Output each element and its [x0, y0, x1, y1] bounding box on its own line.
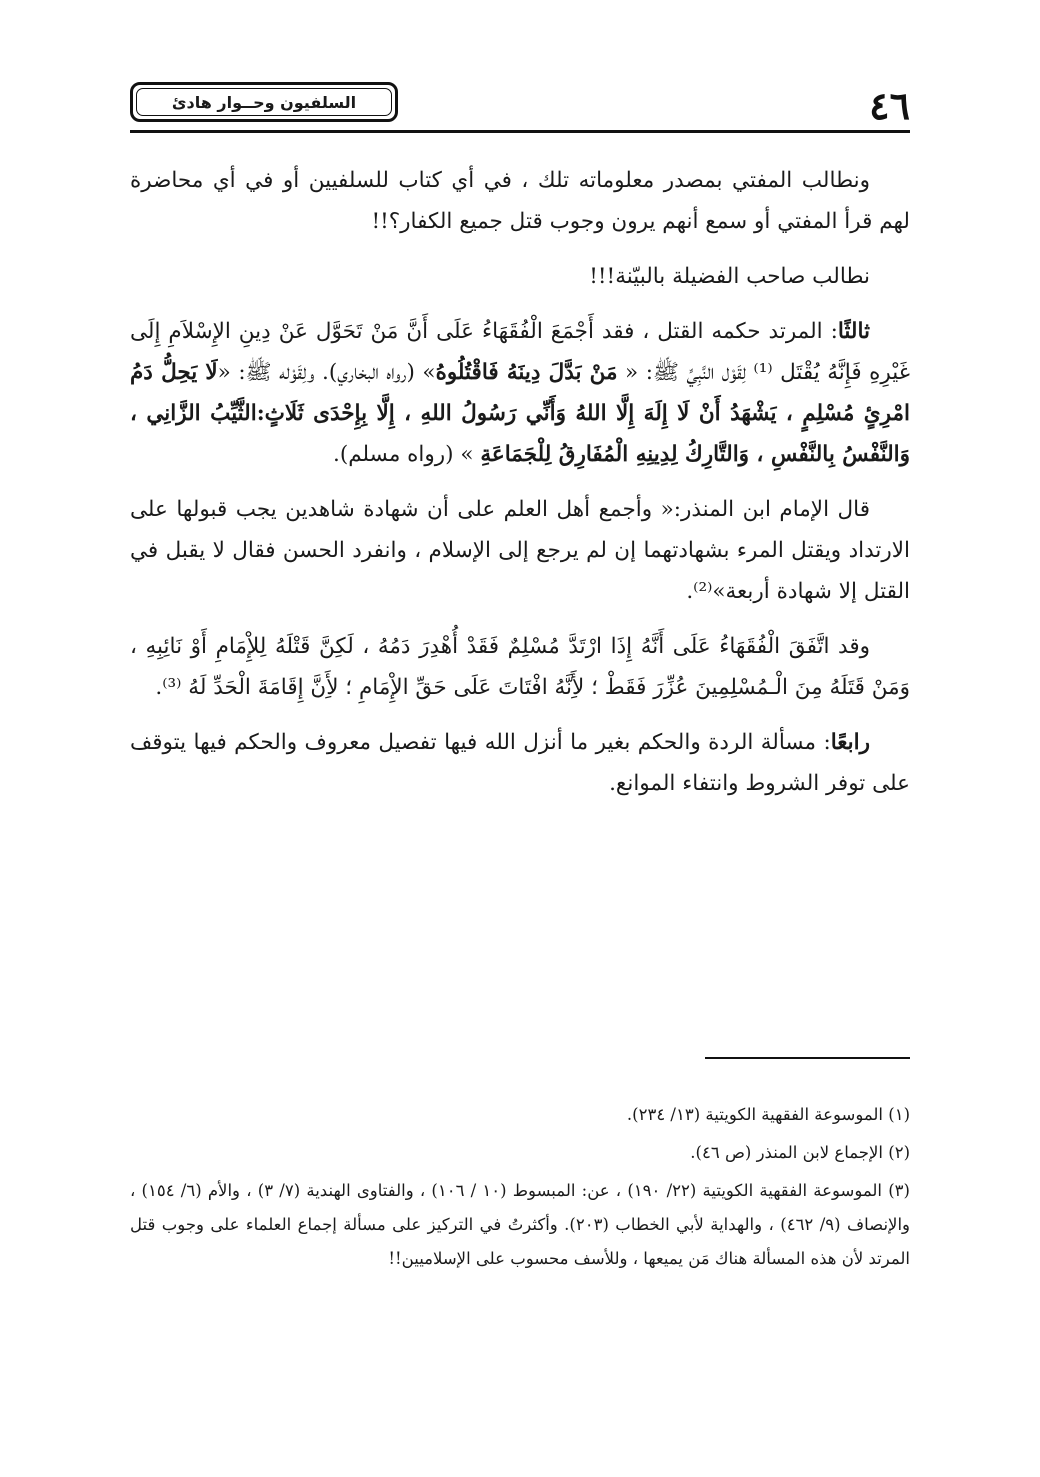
footnote-separator: [705, 1057, 910, 1059]
paragraph-5: وقد اتَّفَقَ الْفُقَهَاءُ عَلَى أَنَّهُ إِذَا ارْتَدَّ مُسْلِمٌ فَقَدْ أُهْدِرَ دَمُهُ ، لَكِنَّ قَتْلَهُ لِلإِْمَامِ أَوْ نَائِبِهِ ، وَمَنْ قَتَلَهُ مِنَ الْـمُسْلِمِينَ عُزِّرَ فَقَطْ ؛ لأَِنَّهُ افْتَاتَ عَلَى حَقِّ الإِْمَامِ ؛ لأَِنَّ إِقَامَةَ الْحَدِّ لَهُ ⁽³⁾.: [130, 634, 910, 700]
body-text: [130, 160, 910, 818]
paragraph-3-text-1: : المرتد حكمه القتل ، فقد أَجْمَعَ الْفُقَهَاءُ عَلَى أَنَّ مَنْ تَحَوَّل عَنْ دِينِ الإِسْلاَمِ إِلَى غَيْرِهِ فَإِنَّهُ يُقْتَل ⁽¹⁾ لِقَوْل النَّبِيِّ ﷺ: «: [130, 319, 910, 385]
paragraph-6: [130, 722, 910, 804]
paragraph-3-lead: ثالثًا: [837, 319, 870, 344]
page-number: ٤٦: [869, 83, 910, 128]
paragraph-3-text-3: » (رواه مسلم).: [332, 442, 481, 467]
book-title-frame: [130, 82, 398, 122]
footnote-3: (٣) الموسوعة الفقهية الكويتية (٢٢/ ١٩٠) ، عن: المبسوط (١٠ / ١٠٦) ، والفتاوى الهندية (٧/ ٣) ، والأم (٦/ ١٥٤) ، والإنصاف (٩/ ٤٦٢) ، والهداية لأبي الخطاب (٢٠٣). وأكثرتُ في التركيز على مسألة إجماع العلماء على وجوب قتل المرتد لأن هذه المسألة هناك مَن يميعها ، وللأسف محسوب على الإسلاميين!!: [130, 1181, 911, 1268]
paragraph-4: قال الإمام ابن المنذر:« وأجمع أهل العلم على أن شهادة شاهدين يجب قبولها على الارتداد ويقتل المرء بشهادتهما إن لم يرجع إلى الإسلام ، وانفرد الحسن فقال لا يقبل في القتل إلا شهادة أربعة»⁽²⁾.: [130, 497, 910, 604]
footnote-2: (٢) الإجماع لابن المنذر (ص ٤٦).: [690, 1143, 910, 1162]
footnote-1: (١) الموسوعة الفقهية الكويتية (١٣/ ٢٣٤).: [626, 1105, 910, 1124]
page-header: [130, 82, 910, 132]
footnotes: [130, 1098, 910, 1280]
paragraph-3: [130, 311, 910, 475]
paragraph-2: نطالب صاحب الفضيلة بالبيّنة!!!: [589, 264, 870, 289]
hadith-1: مَنْ بَدَّلَ دِينَهُ فَاقْتُلُوهُ: [435, 360, 618, 385]
book-title: السلفيون وحــوار هادئ: [136, 88, 392, 116]
header-rule: [130, 130, 910, 133]
paragraph-6-text: : مسألة الردة والحكم بغير ما أنزل الله فيها تفصيل معروف والحكم فيها يتوقف على توفر الشروط وانتفاء الموانع.: [130, 730, 910, 796]
paragraph-1: ونطالب المفتي بمصدر معلوماته تلك ، في أي كتاب للسلفيين أو في أي محاضرة لهم قرأ المفتي أو سمع أنهم يرون وجوب قتل جميع الكفار؟!!: [130, 168, 910, 234]
paragraph-6-lead: رابعًا: [830, 730, 870, 755]
paragraph-3-text-2: » (رواه البخاري). ولِقَوْله ﷺ: «: [217, 360, 436, 385]
hadith-2: لَا يَحِلُّ دَمُ امْرِئٍ مُسْلِمٍ ، يَشْهَدُ أَنْ لَا إِلَهَ إِلَّا اللهُ وَأَنِّي رَسُولُ اللهِ ، إِلَّا بِإِحْدَى ثَلَاثٍ:الثَّيِّبُ الزَّانِي ، وَالنَّفْسُ بِالنَّفْسِ ، وَالتَّارِكُ لِدِينِهِ الْمُفَارِقُ لِلْجَمَاعَةِ: [130, 360, 910, 467]
